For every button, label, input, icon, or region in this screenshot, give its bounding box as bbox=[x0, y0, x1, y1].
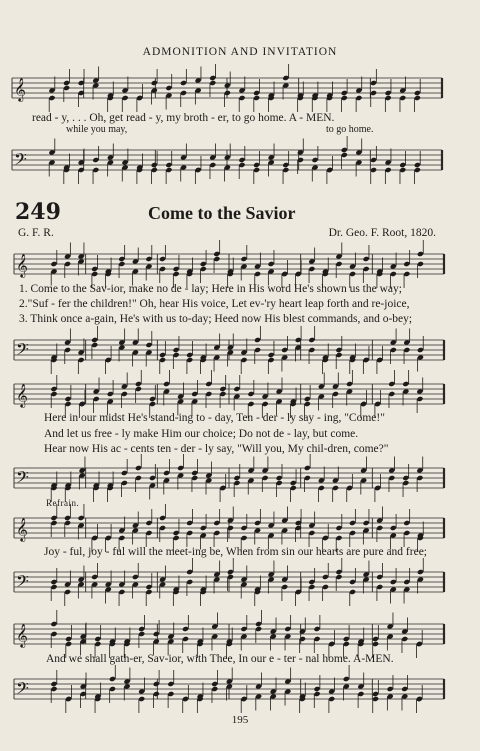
svg-text:𝄞: 𝄞 bbox=[16, 253, 28, 277]
stanza1-line1: 1. Come to the Sav-ior, make no de - lay; Here in His word He's shown us the way; bbox=[19, 283, 402, 295]
svg-text:𝄞: 𝄞 bbox=[16, 517, 28, 541]
hymn-title: Come to the Savior bbox=[148, 203, 296, 223]
svg-text:𝄢: 𝄢 bbox=[16, 467, 29, 491]
page-header: ADMONITION AND INVITATION bbox=[142, 46, 338, 58]
svg-text:𝄞: 𝄞 bbox=[16, 383, 28, 407]
svg-text:𝄢: 𝄢 bbox=[16, 678, 29, 702]
hymn-number: 249 bbox=[15, 199, 61, 225]
top-fragment-lyric: read - y, . . . Oh, get read - y, my broth - er, to go home. A - MEN. bbox=[32, 112, 335, 124]
words-credit: G. F. R. bbox=[18, 227, 54, 239]
staff-system0-treble bbox=[0, 74, 480, 104]
svg-text:𝄢: 𝄢 bbox=[14, 149, 27, 173]
svg-text:𝄢: 𝄢 bbox=[16, 571, 29, 595]
refrain-label: Refrain. bbox=[46, 498, 80, 508]
refrain-line1: Joy - ful, joy - ful will the meet-ing be, When from sin our hearts are pure and free; bbox=[44, 546, 427, 558]
refrain-line2: And we shall gath-er, Sav-ior, with Thee, In our e - ter - nal home. A-MEN. bbox=[46, 653, 394, 665]
svg-text:𝄢: 𝄢 bbox=[16, 339, 29, 363]
stanza2-line2: And let us free - ly make Him our choice; Do not de - lay, but come. bbox=[44, 428, 359, 440]
staff-refrain2-treble bbox=[0, 620, 480, 650]
staff-system1-treble bbox=[0, 250, 480, 280]
svg-text:𝄞: 𝄞 bbox=[14, 77, 26, 101]
stanza2-line1: 2."Suf - fer the children!" Oh, hear His voice, Let ev-'ry heart leap forth and re-joice, bbox=[19, 298, 410, 310]
staff-system2-treble bbox=[0, 380, 480, 410]
stanza3-line1: 3. Think once a-gain, He's with us to-day; Heed now His blest commands, and o-bey; bbox=[19, 313, 413, 325]
staff-system1-bass bbox=[0, 336, 480, 366]
staff-system2-bass bbox=[0, 464, 480, 494]
staff-system0-bass bbox=[0, 146, 480, 176]
stanza1-line2: Here in our midst He's stand-ing to - day, Ten - der - ly say - ing, "Come!" bbox=[44, 412, 385, 424]
svg-text:𝄞: 𝄞 bbox=[16, 623, 28, 647]
music-credit: Dr. Geo. F. Root, 1820. bbox=[328, 227, 436, 239]
staff-refrain1-bass bbox=[0, 568, 480, 598]
stanza3-line2: Hear now His ac - cents ten - der - ly say, "Will you, My chil-dren, come?" bbox=[44, 443, 389, 455]
page-number: 195 bbox=[231, 714, 249, 726]
staff-refrain2-bass bbox=[0, 675, 480, 705]
staff-refrain1-treble bbox=[0, 514, 480, 544]
top-fragment-lower-left: while you may, bbox=[66, 124, 128, 135]
top-fragment-lower-right: to go home. bbox=[326, 124, 374, 135]
